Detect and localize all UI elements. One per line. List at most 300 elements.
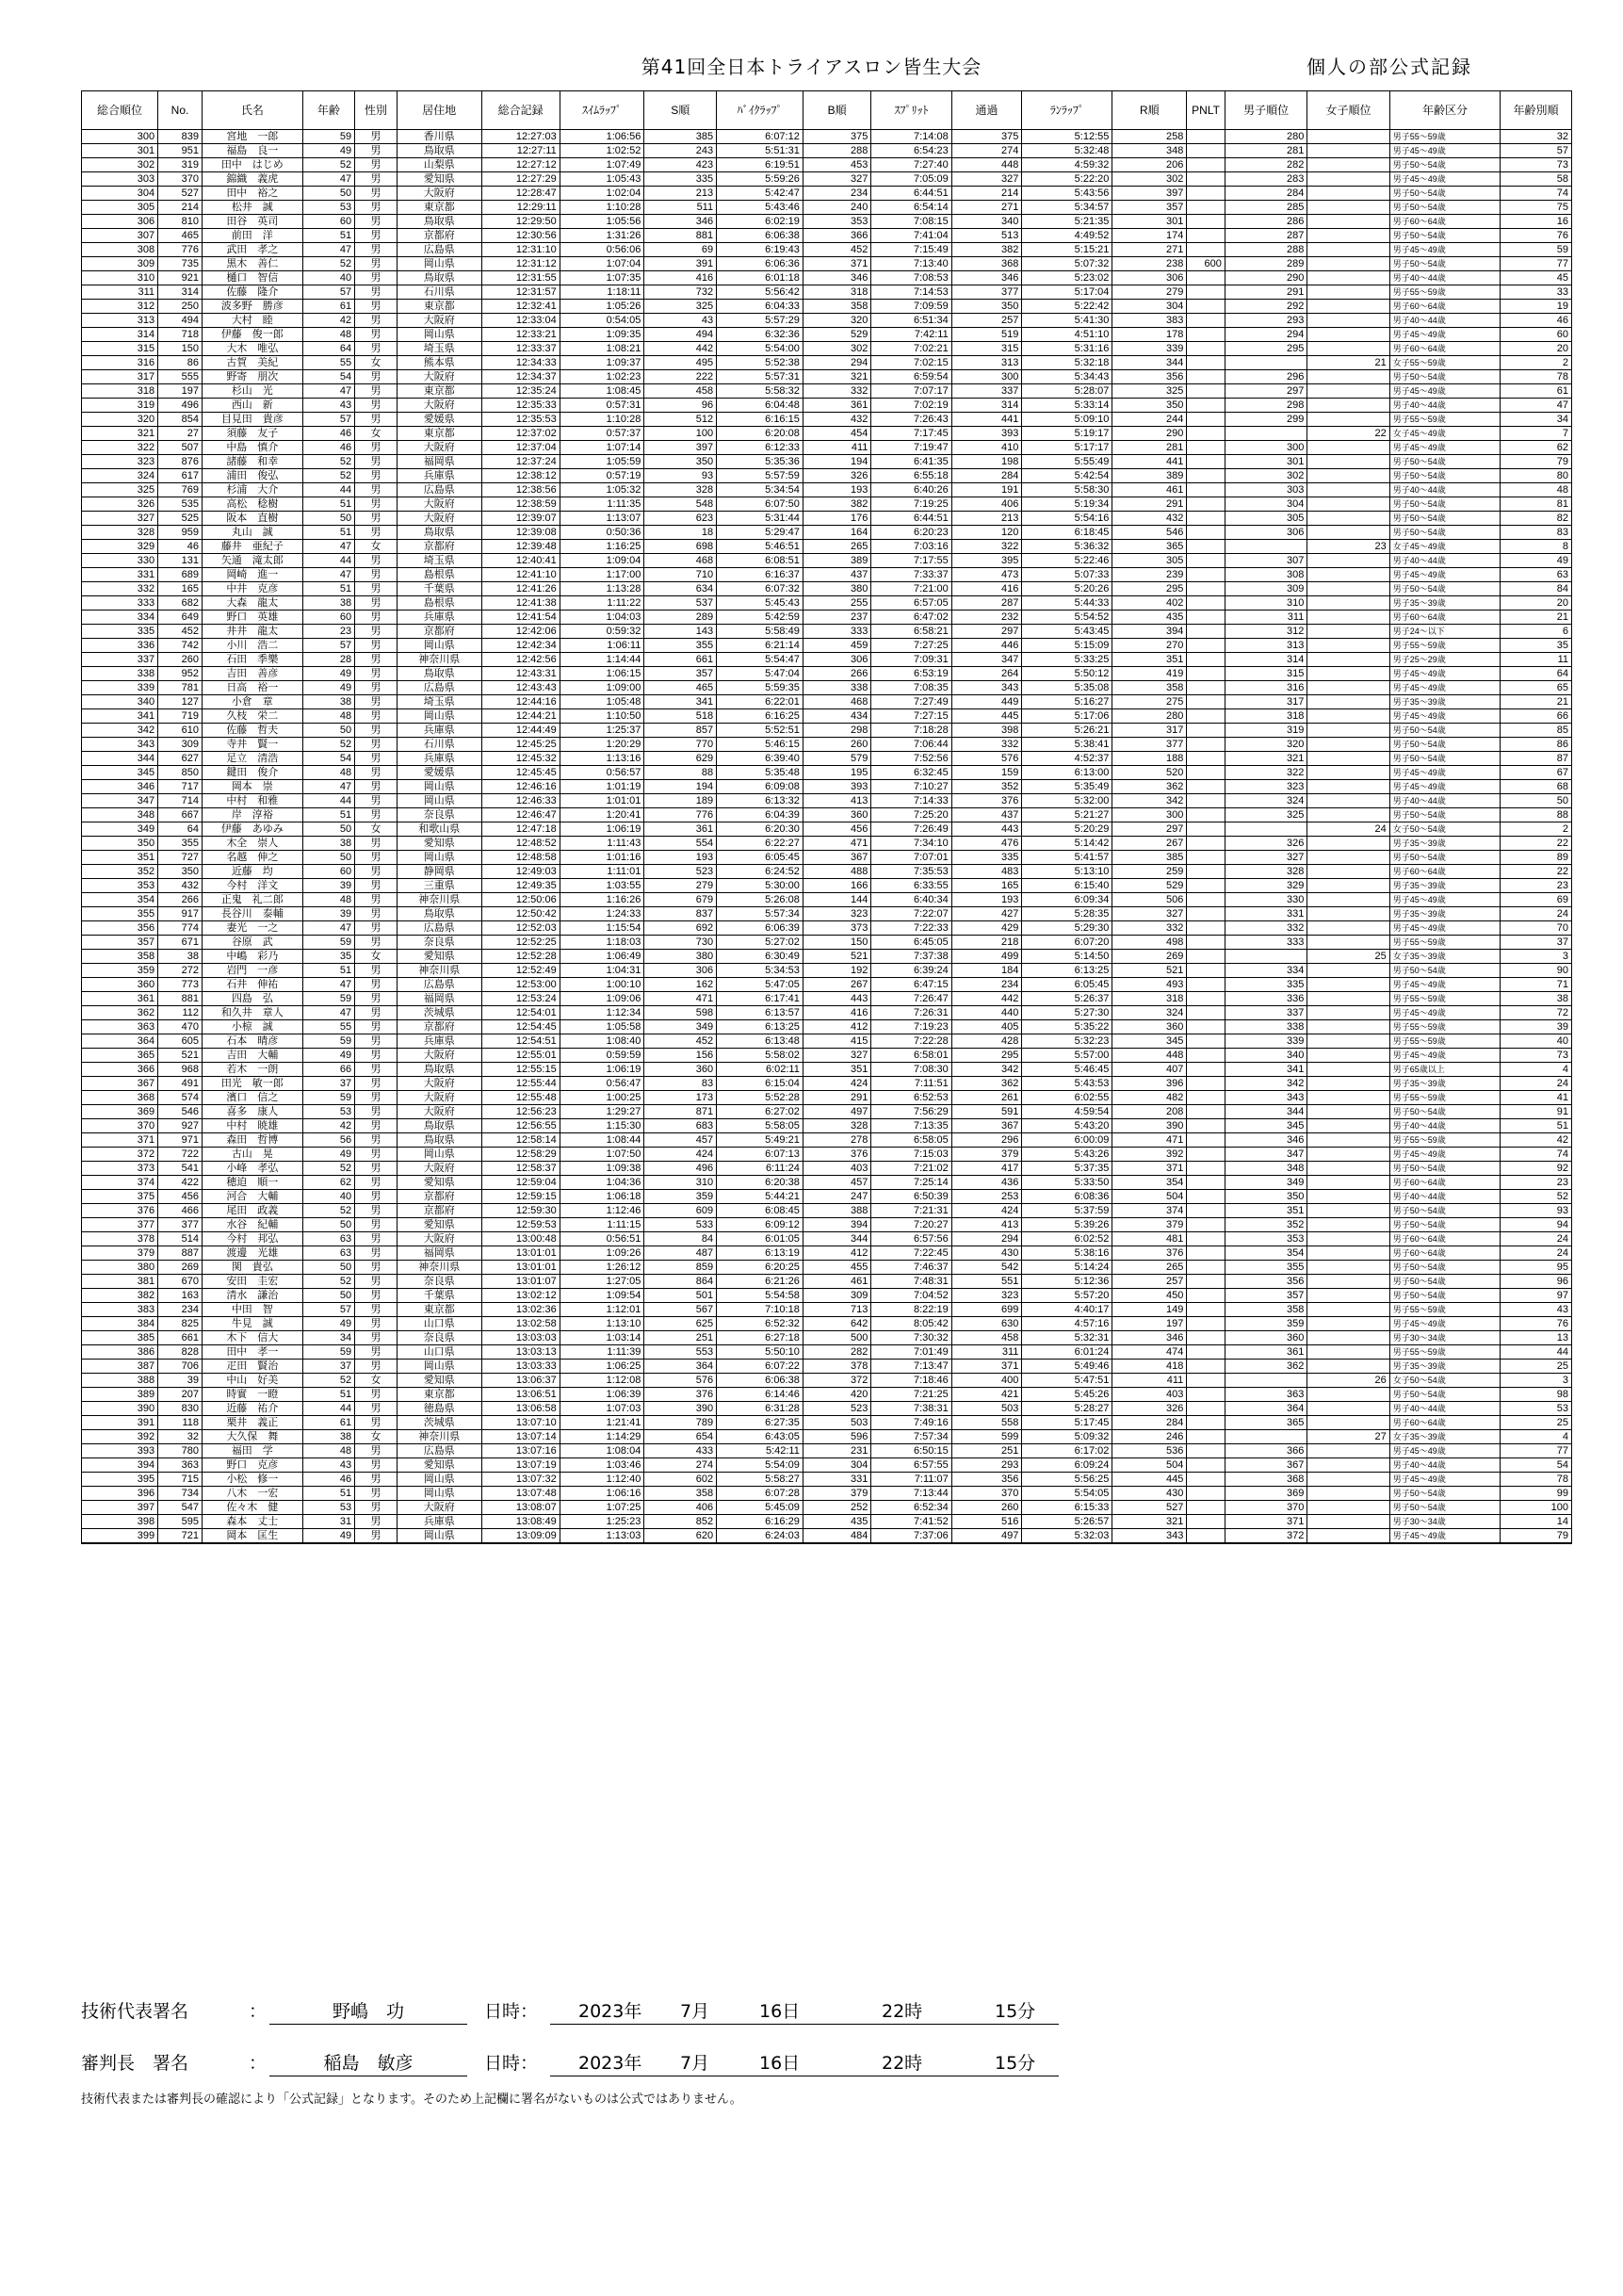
table-row [82,1331,1572,1345]
cell-gender: 男 [355,1232,398,1246]
cell-male-rank: 296 [1225,370,1307,384]
cell-total-time: 12:30:56 [481,229,560,243]
cell-pass-rank: 476 [951,837,1022,851]
cell-bike-rank: 333 [803,625,871,639]
cell-gender: 男 [355,653,398,667]
cell-run-lap: 5:33:14 [1022,399,1112,413]
cell-swim-lap: 1:12:34 [560,1006,644,1020]
cell-run-lap: 5:43:20 [1022,1119,1112,1133]
cell-female-rank [1307,667,1389,681]
cell-split: 7:30:32 [871,1331,951,1345]
cell-male-rank [1225,822,1307,837]
cell-run-lap: 5:14:50 [1022,950,1112,964]
cell-overall-rank: 383 [82,1303,158,1317]
cell-penalty [1187,639,1225,653]
cell-residence: 岡山県 [397,1148,481,1162]
cell-bike-lap: 5:58:27 [717,1473,803,1487]
cell-swim-rank: 325 [644,300,717,314]
cell-total-time: 12:38:12 [481,469,560,483]
cell-age-category: 女子35〜39歳 [1389,950,1500,964]
cell-swim-rank: 609 [644,1204,717,1218]
cell-pass-rank: 159 [951,766,1022,780]
cell-swim-lap: 1:11:15 [560,1218,644,1232]
cell-run-rank: 259 [1112,865,1187,879]
cell-female-rank [1307,483,1389,497]
cell-gender: 男 [355,1345,398,1360]
cell-name: 福田 学 [202,1444,302,1458]
cell-age-category: 男子45〜49歳 [1389,172,1500,187]
cell-total-time: 12:39:07 [481,512,560,526]
column-header-female-rank: 女子順位 [1307,91,1389,130]
cell-split: 6:33:55 [871,879,951,893]
cell-bike-lap: 6:06:38 [717,229,803,243]
cell-penalty [1187,1444,1225,1458]
cell-gender: 男 [355,314,398,328]
cell-bike-rank: 150 [803,936,871,950]
cell-gender: 男 [355,893,398,907]
cell-run-rank: 419 [1112,667,1187,681]
cell-run-rank: 383 [1112,314,1187,328]
cell-split: 6:59:54 [871,370,951,384]
cell-swim-lap: 1:15:30 [560,1119,644,1133]
cell-age: 38 [302,1430,354,1444]
cell-residence: 鳥取県 [397,215,481,229]
cell-swim-rank: 523 [644,865,717,879]
cell-run-lap: 4:52:37 [1022,752,1112,766]
cell-total-time: 12:40:41 [481,554,560,568]
cell-age-group-rank: 72 [1501,1006,1572,1020]
cell-name: 中島 慎介 [202,441,302,455]
cell-run-lap: 4:59:54 [1022,1105,1112,1119]
cell-male-rank: 297 [1225,384,1307,399]
cell-age-category: 男子55〜59歳 [1389,1133,1500,1148]
cell-age-group-rank: 14 [1501,1515,1572,1529]
cell-pass-rank: 343 [951,681,1022,695]
cell-male-rank: 280 [1225,130,1307,144]
cell-bib-number: 971 [158,1133,203,1148]
table-row [82,497,1572,512]
cell-age-category: 男子50〜54歳 [1389,469,1500,483]
cell-residence: 岡山県 [397,1473,481,1487]
cell-bike-lap: 6:09:12 [717,1218,803,1232]
cell-pass-rank: 346 [951,271,1022,285]
cell-age-group-rank: 73 [1501,1049,1572,1063]
cell-swim-rank: 349 [644,1020,717,1034]
cell-gender: 男 [355,978,398,992]
cell-run-rank: 306 [1112,271,1187,285]
cell-total-time: 12:54:51 [481,1034,560,1049]
cell-penalty [1187,611,1225,625]
cell-swim-lap: 1:13:16 [560,752,644,766]
cell-penalty [1187,1416,1225,1430]
cell-pass-rank: 591 [951,1105,1022,1119]
cell-name: 佐藤 哲夫 [202,724,302,738]
cell-total-time: 12:53:00 [481,978,560,992]
table-row [82,1049,1572,1063]
cell-pass-rank: 436 [951,1176,1022,1190]
cell-residence: 広島県 [397,681,481,695]
cell-overall-rank: 313 [82,314,158,328]
cell-total-time: 12:55:48 [481,1091,560,1105]
cell-run-lap: 5:26:37 [1022,992,1112,1006]
cell-age-group-rank: 44 [1501,1345,1572,1360]
cell-female-rank [1307,1204,1389,1218]
cell-pass-rank: 300 [951,370,1022,384]
cell-female-rank [1307,1487,1389,1501]
cell-gender: 男 [355,1190,398,1204]
cell-swim-rank: 406 [644,1501,717,1515]
cell-bike-lap: 5:47:05 [717,978,803,992]
cell-overall-rank: 308 [82,243,158,257]
cell-pass-rank: 513 [951,229,1022,243]
cell-run-rank: 430 [1112,1487,1187,1501]
cell-age-group-rank: 38 [1501,992,1572,1006]
cell-residence: 東京都 [397,384,481,399]
cell-overall-rank: 335 [82,625,158,639]
cell-residence: 愛知県 [397,837,481,851]
cell-pass-rank: 599 [951,1430,1022,1444]
cell-age-group-rank: 74 [1501,1148,1572,1162]
cell-pass-rank: 382 [951,243,1022,257]
cell-male-rank [1225,1430,1307,1444]
table-row [82,837,1572,851]
cell-total-time: 12:54:01 [481,1006,560,1020]
cell-run-rank: 344 [1112,356,1187,370]
cell-name: 石本 晴彦 [202,1034,302,1049]
cell-split: 7:26:43 [871,413,951,427]
cell-bike-lap: 6:01:18 [717,271,803,285]
cell-female-rank [1307,172,1389,187]
cell-name: 野口 英雄 [202,611,302,625]
cell-penalty [1187,851,1225,865]
cell-total-time: 13:08:07 [481,1501,560,1515]
cell-swim-rank: 837 [644,907,717,921]
cell-split: 7:18:28 [871,724,951,738]
date-hour: 22時 [882,2053,923,2074]
cell-run-rank: 290 [1112,427,1187,441]
cell-swim-rank: 391 [644,257,717,271]
cell-residence: 奈良県 [397,808,481,822]
cell-male-rank: 349 [1225,1176,1307,1190]
cell-bib-number: 32 [158,1430,203,1444]
cell-name: 喜多 康人 [202,1105,302,1119]
cell-swim-lap: 1:04:03 [560,611,644,625]
cell-bib-number: 721 [158,1529,203,1544]
cell-total-time: 13:08:49 [481,1515,560,1529]
cell-residence: 兵庫県 [397,469,481,483]
cell-split: 7:27:15 [871,709,951,724]
cell-female-rank [1307,1444,1389,1458]
cell-age-category: 男子40〜44歳 [1389,483,1500,497]
cell-run-rank: 365 [1112,540,1187,554]
cell-run-rank: 188 [1112,752,1187,766]
cell-swim-rank: 306 [644,964,717,978]
cell-residence: 島根県 [397,596,481,611]
cell-run-lap: 5:15:09 [1022,639,1112,653]
cell-male-rank: 352 [1225,1218,1307,1232]
cell-swim-lap: 1:09:54 [560,1289,644,1303]
cell-gender: 男 [355,1529,398,1544]
cell-bike-rank: 411 [803,441,871,455]
cell-swim-lap: 1:07:03 [560,1402,644,1416]
cell-male-rank: 323 [1225,780,1307,794]
cell-split: 7:22:33 [871,921,951,936]
cell-name: 水谷 紀輔 [202,1218,302,1232]
cell-overall-rank: 354 [82,893,158,907]
cell-age-group-rank: 41 [1501,1091,1572,1105]
table-row [82,1515,1572,1529]
column-header-age: 年齢 [302,91,354,130]
cell-overall-rank: 391 [82,1416,158,1430]
cell-run-lap: 5:55:49 [1022,455,1112,469]
cell-bike-lap: 5:31:44 [717,512,803,526]
cell-female-rank [1307,1317,1389,1331]
cell-swim-rank: 683 [644,1119,717,1133]
cell-bike-lap: 6:31:28 [717,1402,803,1416]
cell-age-group-rank: 47 [1501,399,1572,413]
cell-residence: 鳥取県 [397,526,481,540]
cell-bib-number: 595 [158,1515,203,1529]
cell-name: 浦田 俊弘 [202,469,302,483]
cell-age: 50 [302,1261,354,1275]
table-row [82,1204,1572,1218]
cell-pass-rank: 458 [951,1331,1022,1345]
cell-pass-rank: 417 [951,1162,1022,1176]
cell-female-rank [1307,413,1389,427]
cell-overall-rank: 317 [82,370,158,384]
cell-total-time: 13:09:09 [481,1529,560,1544]
cell-swim-lap: 1:06:19 [560,1063,644,1077]
cell-gender: 男 [355,780,398,794]
cell-age-category: 男子40〜44歳 [1389,271,1500,285]
cell-total-time: 13:07:19 [481,1458,560,1473]
cell-bike-rank: 434 [803,709,871,724]
cell-bib-number: 773 [158,978,203,992]
table-row [82,738,1572,752]
cell-bike-lap: 6:21:14 [717,639,803,653]
cell-overall-rank: 339 [82,681,158,695]
cell-age-group-rank: 20 [1501,342,1572,356]
cell-male-rank: 367 [1225,1458,1307,1473]
cell-swim-rank: 625 [644,1317,717,1331]
cell-run-rank: 435 [1112,611,1187,625]
cell-gender: 男 [355,921,398,936]
cell-penalty [1187,441,1225,455]
cell-bib-number: 314 [158,285,203,300]
cell-age-category: 男子50〜54歳 [1389,1105,1500,1119]
cell-run-lap: 5:46:45 [1022,1063,1112,1077]
cell-run-lap: 5:28:07 [1022,384,1112,399]
cell-age: 52 [302,158,354,172]
cell-gender: 男 [355,936,398,950]
cell-swim-rank: 598 [644,1006,717,1020]
cell-residence: 岡山県 [397,794,481,808]
cell-bike-rank: 413 [803,794,871,808]
cell-residence: 神奈川県 [397,893,481,907]
cell-run-rank: 396 [1112,1077,1187,1091]
cell-swim-lap: 1:03:46 [560,1458,644,1473]
cell-name: 小川 浩二 [202,639,302,653]
table-row [82,1501,1572,1515]
cell-total-time: 13:07:32 [481,1473,560,1487]
cell-swim-rank: 93 [644,469,717,483]
cell-residence: 京都府 [397,229,481,243]
cell-total-time: 12:45:32 [481,752,560,766]
cell-name: 小倉 章 [202,695,302,709]
cell-bib-number: 727 [158,851,203,865]
table-row [82,1063,1572,1077]
cell-overall-rank: 338 [82,667,158,681]
cell-age-category: 男子45〜49歳 [1389,681,1500,695]
cell-run-lap: 6:00:09 [1022,1133,1112,1148]
date-year: 2023年 [578,2001,642,2022]
cell-female-rank: 27 [1307,1430,1389,1444]
cell-swim-rank: 567 [644,1303,717,1317]
cell-age: 37 [302,1360,354,1374]
cell-pass-rank: 497 [951,1529,1022,1544]
cell-swim-lap: 1:00:25 [560,1091,644,1105]
cell-bib-number: 350 [158,865,203,879]
cell-pass-rank: 445 [951,709,1022,724]
cell-bike-rank: 327 [803,172,871,187]
cell-residence: 大阪府 [397,1232,481,1246]
cell-bike-rank: 231 [803,1444,871,1458]
cell-residence: 埼玉県 [397,342,481,356]
cell-residence: 鳥取県 [397,1063,481,1077]
cell-gender: 女 [355,540,398,554]
cell-name: 福島 良一 [202,144,302,158]
cell-male-rank: 328 [1225,865,1307,879]
cell-swim-lap: 1:12:40 [560,1473,644,1487]
cell-split: 7:11:51 [871,1077,951,1091]
cell-split: 7:35:53 [871,865,951,879]
cell-swim-lap: 1:26:12 [560,1261,644,1275]
cell-penalty [1187,681,1225,695]
cell-total-time: 12:54:45 [481,1020,560,1034]
cell-age-category: 男子60〜64歳 [1389,300,1500,314]
column-header-gender: 性別 [355,91,398,130]
cell-penalty [1187,950,1225,964]
cell-name: 森田 哲博 [202,1133,302,1148]
cell-split: 7:37:38 [871,950,951,964]
cell-name: 大木 唯弘 [202,342,302,356]
cell-split: 7:07:01 [871,851,951,865]
cell-bike-lap: 5:58:05 [717,1119,803,1133]
cell-male-rank: 363 [1225,1388,1307,1402]
cell-residence: 大阪府 [397,1501,481,1515]
cell-residence: 大阪府 [397,441,481,455]
cell-total-time: 12:41:26 [481,582,560,596]
cell-age-group-rank: 21 [1501,611,1572,625]
cell-female-rank [1307,1360,1389,1374]
cell-female-rank [1307,1077,1389,1091]
cell-pass-rank: 442 [951,992,1022,1006]
cell-split: 8:05:42 [871,1317,951,1331]
cell-age-category: 男子45〜49歳 [1389,243,1500,257]
cell-split: 6:47:02 [871,611,951,625]
cell-split: 7:41:52 [871,1515,951,1529]
cell-residence: 福岡県 [397,1246,481,1261]
cell-age-category: 男子60〜64歳 [1389,342,1500,356]
cell-overall-rank: 301 [82,144,158,158]
cell-swim-lap: 1:04:31 [560,964,644,978]
cell-swim-rank: 43 [644,314,717,328]
cell-penalty [1187,1529,1225,1544]
cell-pass-rank: 395 [951,554,1022,568]
cell-split: 7:49:16 [871,1416,951,1430]
cell-bike-rank: 344 [803,1232,871,1246]
cell-age: 50 [302,851,354,865]
cell-total-time: 12:46:16 [481,780,560,794]
cell-age: 52 [302,1374,354,1388]
cell-swim-rank: 732 [644,285,717,300]
cell-age: 39 [302,879,354,893]
cell-age: 51 [302,808,354,822]
cell-female-rank [1307,1501,1389,1515]
cell-swim-lap: 1:06:11 [560,639,644,653]
cell-bib-number: 959 [158,526,203,540]
cell-swim-lap: 1:02:23 [560,370,644,384]
cell-female-rank [1307,724,1389,738]
cell-male-rank: 365 [1225,1416,1307,1430]
cell-age-category: 男子50〜54歳 [1389,1289,1500,1303]
cell-penalty [1187,865,1225,879]
cell-age-category: 女子55〜59歳 [1389,356,1500,370]
cell-pass-rank: 405 [951,1020,1022,1034]
cell-name: 高松 稔樹 [202,497,302,512]
cell-run-lap: 6:08:36 [1022,1190,1112,1204]
cell-name: 古賀 美紀 [202,356,302,370]
cell-total-time: 12:55:44 [481,1077,560,1091]
cell-gender: 男 [355,413,398,427]
cell-age-category: 男子50〜54歳 [1389,229,1500,243]
cell-bib-number: 661 [158,1331,203,1345]
cell-pass-rank: 257 [951,314,1022,328]
cell-swim-rank: 222 [644,370,717,384]
cell-pass-rank: 323 [951,1289,1022,1303]
cell-swim-lap: 1:12:46 [560,1204,644,1218]
cell-age-group-rank: 94 [1501,1218,1572,1232]
cell-overall-rank: 378 [82,1232,158,1246]
cell-run-lap: 6:09:24 [1022,1458,1112,1473]
cell-gender: 男 [355,201,398,215]
cell-swim-lap: 1:27:05 [560,1275,644,1289]
table-row [82,300,1572,314]
cell-age-category: 男子50〜54歳 [1389,1487,1500,1501]
cell-pass-rank: 367 [951,1119,1022,1133]
cell-split: 7:57:34 [871,1430,951,1444]
cell-female-rank [1307,1063,1389,1077]
cell-age-group-rank: 13 [1501,1331,1572,1345]
cell-residence: 埼玉県 [397,554,481,568]
cell-swim-rank: 452 [644,1034,717,1049]
cell-swim-rank: 871 [644,1105,717,1119]
cell-age-group-rank: 46 [1501,314,1572,328]
cell-split: 7:21:02 [871,1162,951,1176]
cell-swim-rank: 859 [644,1261,717,1275]
cell-female-rank [1307,1473,1389,1487]
cell-age-category: 男子50〜54歳 [1389,526,1500,540]
cell-age-group-rank: 4 [1501,1063,1572,1077]
cell-age-group-rank: 4 [1501,1430,1572,1444]
cell-male-rank: 329 [1225,879,1307,893]
cell-overall-rank: 393 [82,1444,158,1458]
cell-overall-rank: 340 [82,695,158,709]
cell-residence: 千葉県 [397,1289,481,1303]
cell-total-time: 12:27:12 [481,158,560,172]
cell-age-category: 男子45〜49歳 [1389,1444,1500,1458]
table-row [82,992,1572,1006]
